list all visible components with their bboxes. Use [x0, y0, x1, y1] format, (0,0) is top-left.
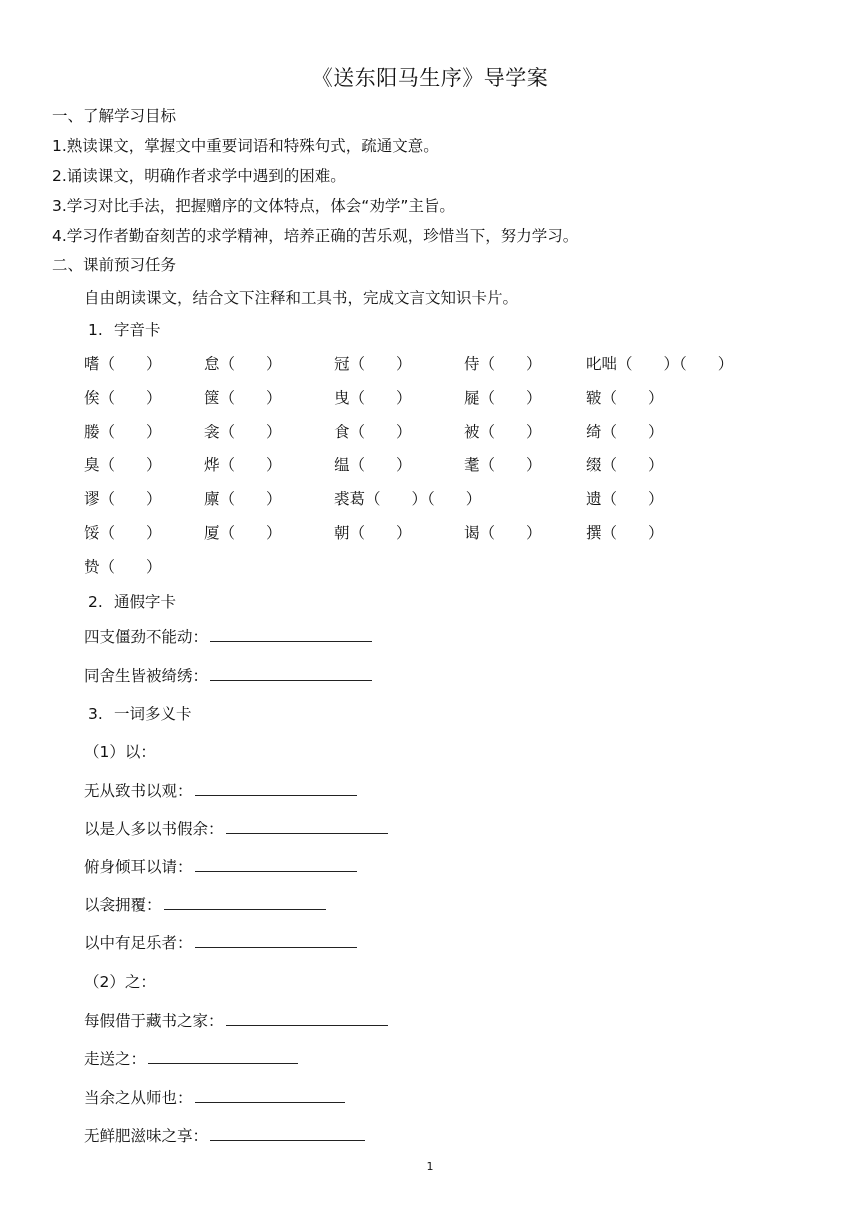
polysemy-prompt: 俯身倾耳以请：: [84, 858, 193, 876]
polysemy-prompt: 以中有足乐者：: [84, 934, 193, 952]
polysemy-item: [84, 817, 388, 839]
card-title-pronunciation: [88, 318, 161, 340]
goal-item: 4.学习作者勤奋刻苦的求学精神，培养正确的苦乐观，珍惜当下，努力学习。: [52, 227, 579, 245]
polysemy-group-label: （1）以：: [84, 743, 156, 761]
pronunciation-item[interactable]: 食（ ）: [334, 422, 412, 441]
card-label: 字音卡: [114, 321, 161, 339]
pronunciation-row: [84, 386, 824, 410]
section-heading-preview: 二、课前预习任务: [52, 256, 177, 274]
polysemy-prompt: 无鲜肥滋味之享：: [84, 1127, 209, 1145]
pronunciation-item[interactable]: 朝（ ）: [334, 524, 412, 542]
card-number: 1.: [88, 321, 103, 339]
page-number: 1: [426, 1160, 434, 1173]
polysemy-item: [84, 1086, 345, 1108]
pronunciation-row: [84, 352, 824, 376]
polysemy-prompt: 每假借于藏书之家：: [84, 1012, 224, 1030]
pronunciation-item[interactable]: 贽（ ）: [84, 557, 162, 576]
polysemy-item: [84, 1047, 298, 1069]
tongjia-prompt: 同舍生皆被绮绣：: [84, 667, 209, 685]
pronunciation-item[interactable]: 衾（ ）: [204, 422, 282, 441]
pronunciation-item[interactable]: 缊（ ）: [334, 456, 412, 475]
polysemy-prompt: 无从致书以观：: [84, 782, 193, 800]
pronunciation-item[interactable]: 臭（ ）: [84, 456, 162, 475]
polysemy-item: [84, 1009, 388, 1031]
pronunciation-item[interactable]: 侍（ ）: [464, 355, 542, 373]
polysemy-item: [84, 893, 326, 915]
pronunciation-item[interactable]: 谒（ ）: [464, 524, 542, 542]
tongjia-item: [84, 625, 372, 647]
page-title: 《送东阳马生序》导学案: [311, 66, 549, 90]
answer-blank[interactable]: [210, 664, 372, 681]
pronunciation-item[interactable]: 媵（ ）: [84, 422, 162, 441]
tongjia-prompt: 四支僵劲不能动：: [84, 628, 209, 646]
pronunciation-item[interactable]: 绮（ ）: [586, 422, 664, 441]
tongjia-item: [84, 664, 372, 686]
polysemy-prompt: 以衾拥覆：: [84, 896, 162, 914]
card-title-polysemy: [88, 702, 192, 724]
polysemy-prompt: 走送之：: [84, 1050, 147, 1068]
answer-blank[interactable]: [226, 1009, 388, 1026]
answer-blank[interactable]: [164, 893, 326, 910]
pronunciation-row: [84, 420, 824, 444]
card-label: 一词多义卡: [114, 705, 192, 723]
pronunciation-item[interactable]: 裘葛（ ）（ ）: [334, 490, 482, 509]
section-heading-goals: 一、了解学习目标: [52, 107, 177, 125]
pronunciation-row: [84, 487, 824, 511]
polysemy-item: [84, 1124, 365, 1146]
card-title-tongjia: [88, 590, 176, 612]
answer-blank[interactable]: [226, 817, 388, 834]
polysemy-item: [84, 931, 357, 953]
pronunciation-item[interactable]: 曳（ ）: [334, 388, 412, 407]
pronunciation-item[interactable]: 谬（ ）: [84, 490, 162, 509]
pronunciation-item[interactable]: 廪（ ）: [204, 490, 282, 509]
pronunciation-item[interactable]: 冠（ ）: [334, 355, 412, 373]
pronunciation-item[interactable]: 箧（ ）: [204, 388, 282, 407]
polysemy-prompt: 以是人多以书假余：: [84, 820, 224, 838]
pronunciation-item[interactable]: 被（ ）: [464, 422, 542, 441]
answer-blank[interactable]: [195, 1086, 345, 1103]
pronunciation-item[interactable]: 俟（ ）: [84, 388, 162, 407]
pronunciation-item[interactable]: 撰（ ）: [586, 524, 664, 542]
polysemy-item: [84, 855, 357, 877]
answer-blank[interactable]: [195, 779, 357, 796]
answer-blank[interactable]: [210, 1124, 365, 1141]
pronunciation-item[interactable]: 耄（ ）: [464, 456, 542, 475]
pronunciation-item[interactable]: 叱咄（ ）（ ）: [586, 355, 734, 373]
goal-item: 2.诵读课文，明确作者求学中遇到的困难。: [52, 167, 346, 185]
pronunciation-item[interactable]: 皲（ ）: [586, 388, 664, 407]
polysemy-prompt: 当余之从师也：: [84, 1089, 193, 1107]
pronunciation-item[interactable]: 烨（ ）: [204, 456, 282, 475]
card-label: 通假字卡: [114, 593, 177, 611]
intro-text: 自由朗读课文，结合文下注释和工具书，完成文言文知识卡片。: [84, 289, 519, 307]
answer-blank[interactable]: [210, 625, 372, 642]
card-number: 3.: [88, 705, 103, 723]
pronunciation-row: [84, 521, 824, 545]
pronunciation-item[interactable]: 遗（ ）: [586, 490, 664, 509]
pronunciation-item[interactable]: 怠（ ）: [204, 355, 282, 373]
pronunciation-item[interactable]: 嗜（ ）: [84, 355, 162, 373]
pronunciation-item[interactable]: 厦（ ）: [204, 524, 282, 542]
card-number: 2.: [88, 593, 103, 611]
pronunciation-row: [84, 453, 824, 477]
answer-blank[interactable]: [195, 855, 357, 872]
pronunciation-item[interactable]: 馁（ ）: [84, 524, 162, 542]
goal-item: 3.学习对比手法，把握赠序的文体特点，体会“劝学”主旨。: [52, 197, 455, 215]
pronunciation-item[interactable]: 屣（ ）: [464, 388, 542, 407]
pronunciation-row: [84, 555, 824, 579]
pronunciation-item[interactable]: 缀（ ）: [586, 456, 664, 475]
answer-blank[interactable]: [148, 1047, 298, 1064]
polysemy-item: [84, 779, 357, 801]
polysemy-group-label: （2）之：: [84, 973, 156, 991]
answer-blank[interactable]: [195, 931, 357, 948]
goal-item: 1.熟读课文，掌握文中重要词语和特殊句式，疏通文意。: [52, 137, 439, 155]
